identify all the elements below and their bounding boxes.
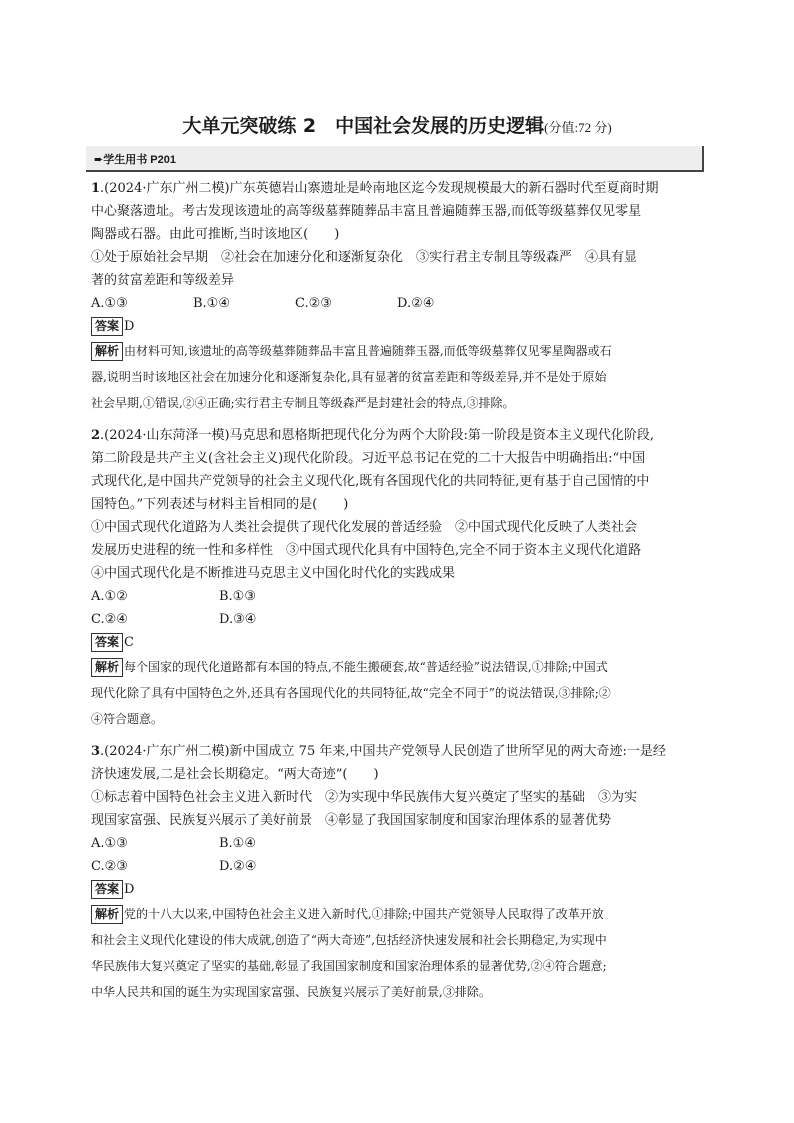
option-c: C.②③ <box>295 296 332 311</box>
answer-row <box>91 878 703 901</box>
option-row <box>91 585 703 608</box>
question-stem-line: ①标志着中国特色社会主义进入新时代 ②为实现中华民族伟大复兴奠定了坚实的基础 ③为实 <box>91 790 638 805</box>
option-b: B.①④ <box>219 836 256 851</box>
option-row <box>91 608 703 631</box>
explanation-tag: 解析 <box>91 342 123 361</box>
title-score: (分值:72 分) <box>544 120 612 135</box>
question-stem-line: 第二阶段是共产主义(含社会主义)现代化阶段。习近平总书记在党的二十大报告中明确指出:“中国 <box>91 451 646 466</box>
explanation-tag: 解析 <box>91 905 123 924</box>
explanation-tag: 解析 <box>91 658 123 677</box>
question-stem-line: 著的贫富差距和等级差异 <box>91 273 235 288</box>
option-b: B.①④ <box>193 296 230 311</box>
option-a: A.①② <box>91 589 128 604</box>
title-main: 大单元突破练 2 中国社会发展的历史逻辑 <box>182 115 545 137</box>
page-title <box>0 111 794 138</box>
answer-value: D <box>124 882 135 897</box>
answer-tag: 答案 <box>91 317 123 336</box>
answer-value: C <box>124 635 134 650</box>
question-stem-line: 济快速发展,二是社会长期稳定。“两大奇迹”( ) <box>91 767 379 782</box>
question-stem-line: 国特色。”下列表述与材料主旨相同的是( ) <box>91 497 349 512</box>
option-a: A.①③ <box>91 836 128 851</box>
option-b: B.①③ <box>219 589 256 604</box>
option-c: C.②③ <box>91 859 128 874</box>
question-stem-line: 陶器或石器。由此可推断,当时该地区( ) <box>91 227 340 242</box>
section-bar-label: ➨学生用书 P201 <box>94 154 176 166</box>
question-stem-line: 1.(2024·广东广州二模)广东英德岩山寨遗址是岭南地区迄今发现规模最大的新石器时代至夏商时期 <box>91 181 659 196</box>
question-1 <box>91 177 703 416</box>
section-bar <box>86 146 704 172</box>
explanation: 解析 党的十八大以来,中国特色社会主义进入新时代,①排除;中国共产党领导人民取得了改革开放 和社会主义现代化建设的伟大成就,创造了“两大奇迹”,包括经济快速发展和社会长期稳定,为实现中 华民族伟大复兴奠定了坚实的基础,彰显了我国国家制度和国家治理体系的显著优势,②④符合题意; 中华人民共和国的诞生为实现国家富强、民族复兴展示了美好前景,③排除。 <box>91 907 607 999</box>
question-number: 2 <box>91 428 101 443</box>
option-d: D.③④ <box>219 612 257 627</box>
question-stem-line: 中心聚落遗址。考古发现该遗址的高等级墓葬随葬品丰富且普遍随葬玉器,而低等级墓葬仅见零星 <box>91 204 642 219</box>
question-stem-line: 发展历史进程的统一性和多样性 ③中国式现代化具有中国特色,完全不同于资本主义现代化道路 <box>91 543 642 558</box>
question-stem-line: ④中国式现代化是不断推进马克思主义中国化时代化的实践成果 <box>91 566 456 581</box>
answer-value: D <box>124 319 135 334</box>
option-row <box>91 855 703 878</box>
question-list <box>91 177 703 1005</box>
answer-row <box>91 315 703 338</box>
question-stem-line: 2.(2024·山东菏泽一模)马克思和恩格斯把现代化分为两个大阶段:第一阶段是资本主义现代化阶段, <box>91 428 655 443</box>
explanation: 解析 由材料可知,该遗址的高等级墓葬随葬品丰富且普遍随葬玉器,而低等级墓葬仅见零星陶器或石 器,说明当时该地区社会在加速分化和逐渐复杂化,具有显著的贫富差距和等级差异,并不是处于原始 社会早期,①错误,②④正确;实行君主专制且等级森严是封建社会的特点,③排除。 <box>91 344 612 410</box>
option-d: D.②④ <box>397 296 435 311</box>
answer-tag: 答案 <box>91 880 123 899</box>
explanation: 解析 每个国家的现代化道路都有本国的特点,不能生搬硬套,故“普适经验”说法错误,①排除;中国式 现代化除了具有中国特色之外,还具有各国现代化的共同特征,故“完全不同于”的说法错误,③排除;② ④符合题意。 <box>91 660 611 726</box>
answer-row <box>91 631 703 654</box>
question-stem-line: ①处于原始社会早期 ②社会在加速分化和逐渐复杂化 ③实行君主专制且等级森严 ④具有显 <box>91 250 638 265</box>
option-row <box>91 832 703 855</box>
answer-tag: 答案 <box>91 633 123 652</box>
question-stem-line: 现国家富强、民族复兴展示了美好前景 ④彰显了我国国家制度和国家治理体系的显著优势 <box>91 813 612 828</box>
question-stem-line: ①中国式现代化道路为人类社会提供了现代化发展的普适经验 ②中国式现代化反映了人类社会 <box>91 520 638 535</box>
question-2 <box>91 424 703 732</box>
option-row <box>91 292 703 315</box>
question-number: 1 <box>91 181 101 196</box>
option-a: A.①③ <box>91 296 128 311</box>
question-number: 3 <box>91 744 101 759</box>
question-stem-line: 3.(2024·广东广州二模)新中国成立 75 年来,中国共产党领导人民创造了世所罕见的两大奇迹:一是经 <box>91 744 666 759</box>
option-c: C.②④ <box>91 612 128 627</box>
option-d: D.②④ <box>219 859 257 874</box>
question-3 <box>91 740 703 1005</box>
question-stem-line: 式现代化,是中国共产党领导的社会主义现代化,既有各国现代化的共同特征,更有基于自己国情的中 <box>91 474 650 489</box>
